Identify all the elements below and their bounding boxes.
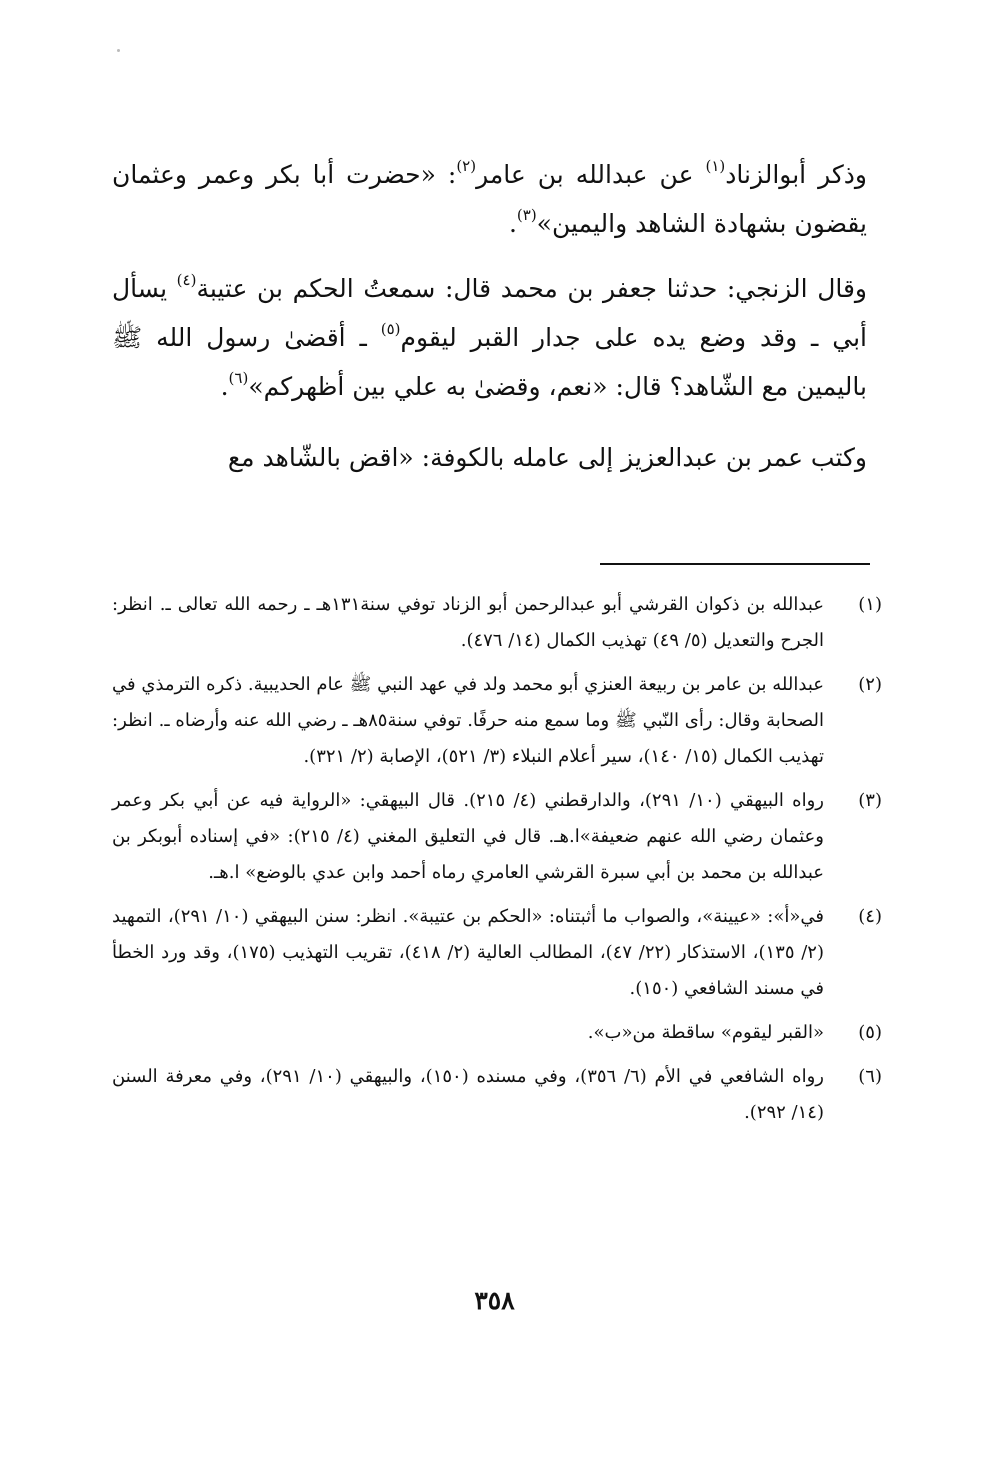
footnotes xyxy=(112,587,882,1139)
footnote-text: رواه البيهقي (١٠/ ٢٩١)، والدارقطني (٤/ ٢١٥). قال البيهقي: «الرواية فيه عن أبي بكر وعمر وعثمان رضي الله عنهم ضعيفة»ا.هـ. قال في التعليق المغني (٤/ ٢١٥): «في إسناده أبوبكر بن عبدالله بن محمد بن أبي سبرة القرشي العامري رماه أحمد وابن عدي بالوضع» ا.هـ. xyxy=(112,790,824,883)
paragraph-3: وكتب عمر بن عبدالعزيز إلى عامله بالكوفة: «اقض بالشّاهد مع xyxy=(227,443,867,472)
main-text xyxy=(112,150,867,498)
footnote-number: (٦) xyxy=(858,1066,882,1087)
footnote-1 xyxy=(112,587,882,659)
paragraph-2-text-c: ـ أقضىٰ رسول الله ﷺ باليمين مع الشّاهد؟ قال: «نعم، وقضىٰ به علي بين أظهركم» xyxy=(112,323,867,401)
footnote-separator xyxy=(600,563,870,565)
footnote-ref-4: (٤) xyxy=(176,271,197,289)
scan-speck xyxy=(117,49,120,52)
footnote-text: في«أ»: «عيينة»، والصواب ما أثبتناه: «الحكم بن عتيبة». انظر: سنن البيهقي (١٠/ ٢٩١)، التمهيد (٢/ ١٣٥)، الاستذكار (٢٢/ ٤٧)، المطالب العالية (٢/ ٤١٨)، تقريب التهذيب (١٧٥)، وقد ورد الخطأ في مسند الشافعي (١٥٠). xyxy=(112,906,824,999)
footnote-number: (٤) xyxy=(858,906,882,927)
paragraph-1-text-a: وذكر أبوالزناد xyxy=(725,160,867,189)
footnote-number: (٣) xyxy=(858,790,882,811)
paragraph-2-text-a: وقال الزنجي: حدثنا جعفر بن محمد قال: سمعتُ الحكم بن عتيبة xyxy=(196,274,867,303)
footnote-5 xyxy=(112,1015,882,1051)
footnote-2 xyxy=(112,667,882,775)
paragraph-1-text-b: عن عبدالله بن عامر xyxy=(476,160,706,189)
paragraph-2 xyxy=(112,264,867,411)
page-number: ٣٥٨ xyxy=(474,1286,515,1315)
paragraph-2-text-b: يسأل أبي ـ وقد وضع يده على جدار القبر ليقوم xyxy=(112,274,867,352)
paragraph-1-text-d: . xyxy=(508,209,517,238)
footnote-number: (٢) xyxy=(858,674,882,695)
footnote-ref-2: (٢) xyxy=(456,157,477,175)
footnote-ref-3: (٣) xyxy=(516,206,537,224)
footnote-text: «القبر ليقوم» ساقطة من«ب». xyxy=(587,1022,824,1043)
footnote-number: (١) xyxy=(858,594,882,615)
paragraph-2-text-d: . xyxy=(220,372,229,401)
footnote-ref-5: (٥) xyxy=(380,320,401,338)
footnote-6 xyxy=(112,1059,882,1131)
footnote-ref-1: (١) xyxy=(705,157,726,175)
footnote-ref-6: (٦) xyxy=(228,369,249,387)
footnote-text: عبدالله بن عامر بن ربيعة العنزي أبو محمد ولد في عهد النبي ﷺ عام الحديبية. ذكره الترمذي في الصحابة وقال: رأى النّبي ﷺ وما سمع منه حرفًا. توفي سنة٨٥هـ ـ رضي الله عنه وأرضاه ـ. انظر: تهذيب الكمال (١٥/ ١٤٠)، سير أعلام النبلاء (٣/ ٥٢١)، الإصابة (٢/ ٣٢١). xyxy=(112,674,825,767)
footnote-3 xyxy=(112,783,882,891)
paragraph-1-text-c: : «حضرت أبا بكر وعمر وعثمان يقضون بشهادة الشاهد واليمين» xyxy=(112,160,867,238)
footnote-text: عبدالله بن ذكوان القرشي أبو عبدالرحمن أبو الزناد توفي سنة١٣١هـ ـ رحمه الله تعالى ـ. انظر: الجرح والتعديل (٥/ ٤٩) تهذيب الكمال (١٤/ ٤٧٦). xyxy=(112,594,824,651)
paragraph-1 xyxy=(112,150,867,248)
footnote-number: (٥) xyxy=(858,1022,882,1043)
footnote-4 xyxy=(112,899,882,1007)
footnote-text: رواه الشافعي في الأم (٦/ ٣٥٦)، وفي مسنده (١٥٠)، والبيهقي (١٠/ ٢٩١)، وفي معرفة السنن (١٤/ ٢٩٢). xyxy=(112,1066,824,1123)
